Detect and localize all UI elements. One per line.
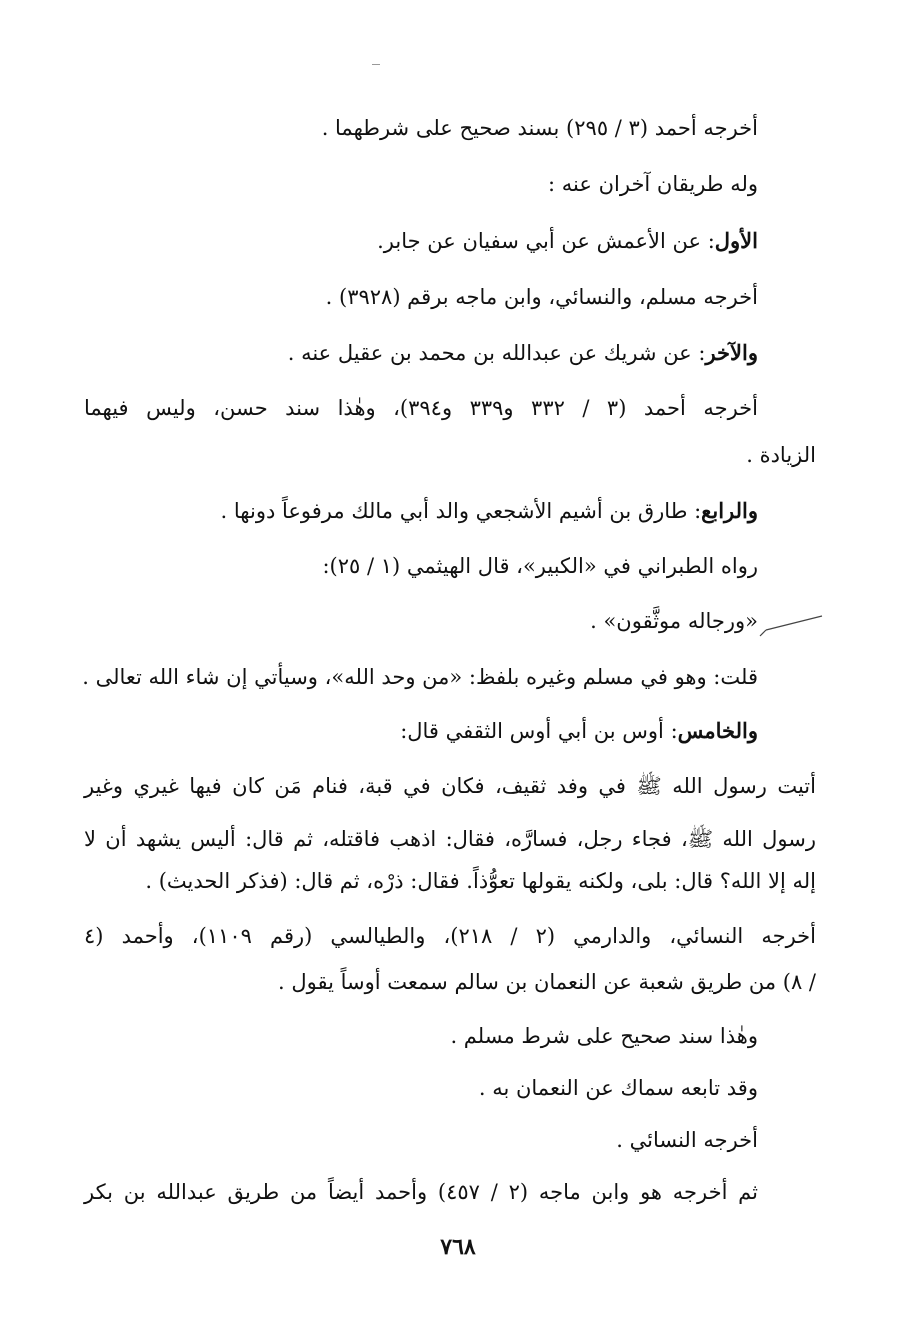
top-rule bbox=[372, 64, 380, 65]
text-line: رسول الله ﷺ، فجاء رجل، فسارَّه، فقال: اذهب فاقتله، ثم قال: أليس يشهد أن لا bbox=[84, 827, 816, 851]
text-line: أتيت رسول الله ﷺ في وفد ثقيف، فكان في قبة، فنام مَن كان فيها غيري وغير bbox=[84, 774, 816, 798]
text-line: والآخر: عن شريك عن عبدالله بن محمد بن عقيل عنه . bbox=[287, 340, 758, 365]
text-line: أخرجه أحمد (٣ / ٢٩٥) بسند صحيح على شرطهما . bbox=[321, 116, 758, 140]
section-lead: الأول bbox=[714, 228, 758, 253]
text-line: والخامس: أوس بن أبي أوس الثقفي قال: bbox=[400, 718, 758, 743]
text-line: وقد تابعه سماك عن النعمان به . bbox=[478, 1076, 758, 1100]
text-line: ثم أخرجه هو وابن ماجه (٢ / ٤٥٧) وأحمد أيضاً من طريق عبدالله بن بكر bbox=[84, 1180, 758, 1204]
text-line: قلت: وهو في مسلم وغيره بلفظ: «من وحد الله»، وسيأتي إن شاء الله تعالى . bbox=[82, 665, 758, 689]
text-line: أخرجه النسائي، والدارمي (٢ / ٢١٨)، والطيالسي (رقم ١١٠٩)، وأحمد (٤ bbox=[84, 924, 816, 948]
section-lead: والرابع bbox=[701, 498, 758, 523]
text-line: / ٨) من طريق شعبة عن النعمان بن سالم سمعت أوساً يقول . bbox=[278, 970, 816, 994]
text-line: الأول: عن الأعمش عن أبي سفيان عن جابر. bbox=[377, 228, 758, 253]
text-line: رواه الطبراني في «الكبير»، قال الهيثمي (١ / ٢٥): bbox=[322, 554, 758, 578]
margin-pen-mark bbox=[758, 612, 824, 638]
text-line: إله إلا الله؟ قال: بلى، ولكنه يقولها تعوُّذاً. فقال: ذرْه، ثم قال: (فذكر الحديث) . bbox=[145, 869, 816, 893]
text-line: وله طريقان آخران عنه : bbox=[548, 172, 758, 196]
text-line: أخرجه أحمد (٣ / ٣٣٢ و٣٣٩ و٣٩٤)، وهٰذا سند حسن، وليس فيهما bbox=[84, 396, 758, 420]
page-number: ٧٦٨ bbox=[440, 1234, 476, 1260]
text-line: «ورجاله موثَّقون» . bbox=[590, 609, 758, 633]
text-line: الزيادة . bbox=[746, 443, 816, 467]
section-lead: والخامس bbox=[677, 718, 758, 743]
text-line: أخرجه النسائي . bbox=[616, 1128, 758, 1152]
section-lead: والآخر bbox=[705, 340, 758, 365]
text-line: أخرجه مسلم، والنسائي، وابن ماجه برقم (٣٩٢٨) . bbox=[325, 285, 758, 309]
text-line: والرابع: طارق بن أشيم الأشجعي والد أبي مالك مرفوعاً دونها . bbox=[220, 498, 758, 523]
text-line: وهٰذا سند صحيح على شرط مسلم . bbox=[450, 1024, 758, 1048]
